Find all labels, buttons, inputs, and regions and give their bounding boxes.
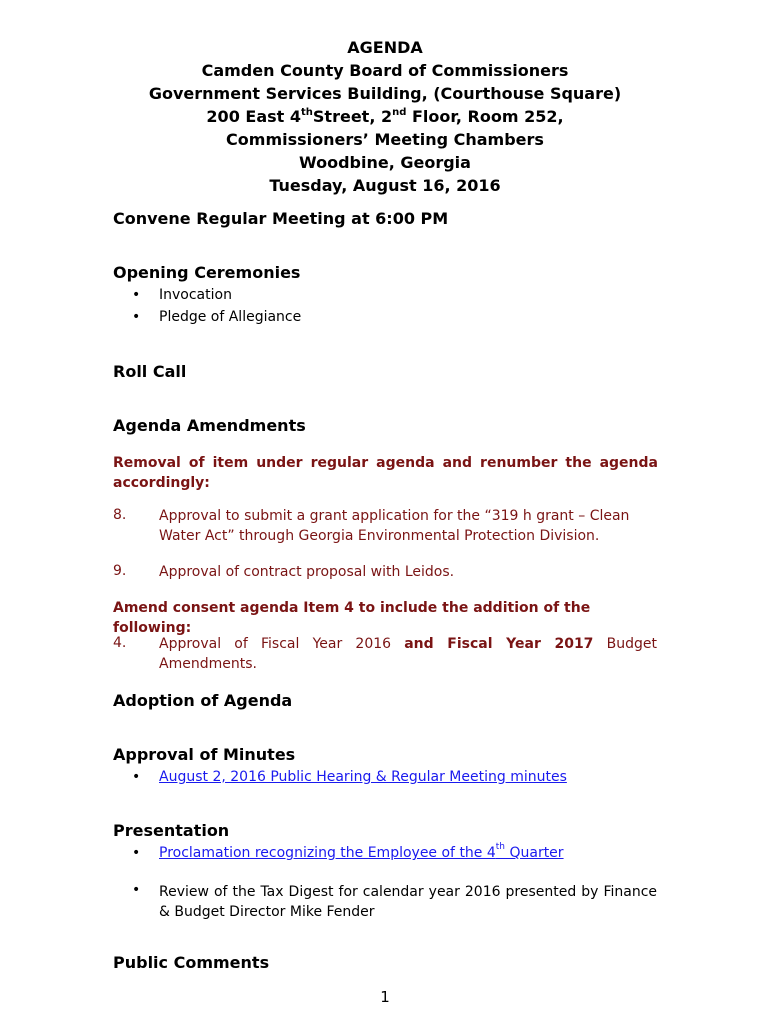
bullet-icon: • (132, 287, 141, 303)
address-mid: Street, 2 (312, 107, 393, 126)
page-number: 1 (380, 988, 390, 1006)
removal-note: Removal of item under regular agenda and renumber the agenda accordingly: (113, 455, 658, 491)
consent-note: Amend consent agenda Item 4 to include the addition of the following: (113, 600, 591, 636)
item-8-number: 8. (113, 507, 127, 523)
item-9-text: Approval of contract proposal with Leidos. (159, 564, 455, 580)
bullet-icon: • (132, 882, 141, 898)
address-post: Floor, Room 252, (406, 107, 564, 126)
item-8-text: Approval to submit a grant application for the “319 h grant – Clean Water Act” through Georgia Environmental Protection Division. (159, 508, 630, 544)
tax-digest-review: Review of the Tax Digest for calendar year 2016 presented by Finance & Budget Director Mike Fender (159, 884, 657, 920)
item-4-bold: and Fiscal Year 2017 (404, 636, 594, 652)
agenda-header (0, 36, 770, 197)
board-name: Camden County Board of Commissioners (201, 61, 569, 80)
item-9-number: 9. (113, 563, 127, 579)
heading-agenda-amendments: Agenda Amendments (113, 416, 306, 435)
address-sup-nd: nd (392, 106, 407, 118)
meeting-date: Tuesday, August 16, 2016 (269, 176, 501, 195)
bullet-icon: • (132, 769, 141, 785)
address-sup-th: th (301, 106, 313, 118)
item-4-text (159, 634, 657, 674)
proclamation-link[interactable] (159, 842, 564, 861)
proclamation-link-pre[interactable]: Proclamation recognizing the Employee of the 4 (159, 845, 496, 861)
agenda-title: AGENDA (347, 38, 423, 57)
item-4-part-a: Approval of Fiscal Year 2016 (159, 636, 405, 652)
item-4-part-b: Budget Amendments. (159, 636, 657, 672)
proclamation-link-post[interactable]: Quarter (505, 845, 564, 861)
heading-roll-call: Roll Call (113, 362, 187, 381)
heading-opening-ceremonies: Opening Ceremonies (113, 263, 301, 282)
minutes-link[interactable]: August 2, 2016 Public Hearing & Regular Meeting minutes (159, 769, 567, 785)
heading-approval-minutes: Approval of Minutes (113, 745, 296, 764)
opening-item-invocation: Invocation (159, 287, 232, 303)
item-4-number: 4. (113, 635, 127, 651)
proclamation-link-sup[interactable]: th (495, 842, 506, 853)
address-pre: 200 East 4 (206, 107, 301, 126)
heading-presentation: Presentation (113, 821, 230, 840)
bullet-icon: • (132, 845, 141, 861)
heading-adoption: Adoption of Agenda (113, 691, 293, 710)
chambers-name: Commissioners’ Meeting Chambers (226, 130, 544, 149)
heading-convene: Convene Regular Meeting at 6:00 PM (113, 209, 449, 228)
opening-item-pledge: Pledge of Allegiance (159, 309, 302, 325)
address-line (0, 105, 770, 128)
heading-public-comments: Public Comments (113, 953, 270, 972)
city-name: Woodbine, Georgia (299, 153, 471, 172)
bullet-icon: • (132, 309, 141, 325)
building-name: Government Services Building, (Courthouse Square) (148, 84, 622, 103)
